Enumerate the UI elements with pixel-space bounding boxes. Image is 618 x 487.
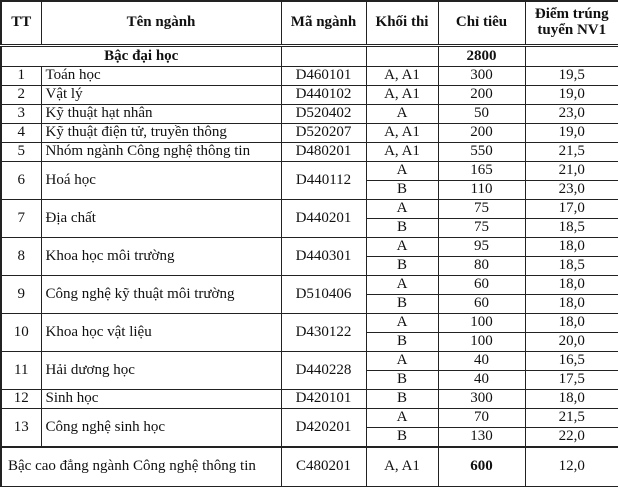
row-name: Nhóm ngành Công nghệ thông tin	[41, 143, 281, 162]
row-quota: 200	[438, 124, 525, 143]
row-score: 19,0	[525, 86, 618, 105]
row-score: 18,0	[525, 238, 618, 257]
row-block: A	[366, 352, 438, 371]
row-quota: 80	[438, 257, 525, 276]
row-score: 20,0	[525, 333, 618, 352]
row-code: D440301	[281, 238, 366, 276]
row-score: 18,5	[525, 219, 618, 238]
row-code: D480201	[281, 143, 366, 162]
university-section-block	[366, 46, 438, 67]
row-block: A, A1	[366, 67, 438, 86]
university-section-label: Bậc đại học	[1, 46, 281, 67]
header-tt: TT	[1, 1, 41, 46]
row-tt: 5	[1, 143, 41, 162]
row-quota: 165	[438, 162, 525, 181]
row-score: 16,5	[525, 352, 618, 371]
row-score: 17,0	[525, 200, 618, 219]
row-name: Toán học	[41, 67, 281, 86]
college-score: 12,0	[525, 447, 618, 487]
row-quota: 300	[438, 67, 525, 86]
row-name: Khoa học môi trường	[41, 238, 281, 276]
row-tt: 4	[1, 124, 41, 143]
row-quota: 550	[438, 143, 525, 162]
row-block: B	[366, 181, 438, 200]
row-tt: 6	[1, 162, 41, 200]
row-score: 18,5	[525, 257, 618, 276]
row-quota: 40	[438, 371, 525, 390]
row-code: D520402	[281, 105, 366, 124]
row-score: 23,0	[525, 181, 618, 200]
college-label: Bậc cao đẳng ngành Công nghệ thông tin	[1, 447, 281, 487]
row-block: A, A1	[366, 86, 438, 105]
table-row	[1, 409, 618, 428]
row-block: A	[366, 409, 438, 428]
table-row	[1, 162, 618, 181]
university-section-code	[281, 46, 366, 67]
row-name: Vật lý	[41, 86, 281, 105]
row-name: Công nghệ sinh học	[41, 409, 281, 448]
row-quota: 130	[438, 428, 525, 448]
row-score: 18,0	[525, 276, 618, 295]
row-block: B	[366, 390, 438, 409]
table-row	[1, 105, 618, 124]
header-score-line1: Điểm trúng	[534, 6, 609, 23]
row-quota: 75	[438, 219, 525, 238]
row-score: 19,5	[525, 67, 618, 86]
row-score: 22,0	[525, 428, 618, 448]
row-tt: 10	[1, 314, 41, 352]
row-code: D520207	[281, 124, 366, 143]
row-quota: 75	[438, 200, 525, 219]
row-code: D420101	[281, 390, 366, 409]
table-row	[1, 276, 618, 295]
table-row	[1, 314, 618, 333]
college-quota: 600	[438, 447, 525, 487]
row-code: D420201	[281, 409, 366, 448]
row-block: A	[366, 314, 438, 333]
row-tt: 1	[1, 67, 41, 86]
row-quota: 100	[438, 333, 525, 352]
table-row	[1, 352, 618, 371]
row-block: A, A1	[366, 124, 438, 143]
row-score: 21,5	[525, 143, 618, 162]
row-quota: 100	[438, 314, 525, 333]
row-quota: 95	[438, 238, 525, 257]
university-section-row	[1, 46, 618, 67]
row-score: 21,5	[525, 409, 618, 428]
college-code: C480201	[281, 447, 366, 487]
row-quota: 300	[438, 390, 525, 409]
header-name: Tên ngành	[41, 1, 281, 46]
row-block: B	[366, 257, 438, 276]
row-score: 21,0	[525, 162, 618, 181]
header-block: Khối thi	[366, 1, 438, 46]
row-name: Khoa học vật liệu	[41, 314, 281, 352]
college-row	[1, 447, 618, 487]
row-block: A	[366, 200, 438, 219]
row-code: D460101	[281, 67, 366, 86]
row-quota: 40	[438, 352, 525, 371]
row-quota: 70	[438, 409, 525, 428]
row-score: 19,0	[525, 124, 618, 143]
row-quota: 60	[438, 295, 525, 314]
row-score: 18,0	[525, 295, 618, 314]
table-row	[1, 67, 618, 86]
university-section-score	[525, 46, 618, 67]
table-row	[1, 86, 618, 105]
row-tt: 12	[1, 390, 41, 409]
row-block: A	[366, 162, 438, 181]
row-block: A, A1	[366, 143, 438, 162]
university-total-quota: 2800	[438, 46, 525, 67]
row-score: 23,0	[525, 105, 618, 124]
row-code: D430122	[281, 314, 366, 352]
row-block: B	[366, 219, 438, 238]
row-code: D440102	[281, 86, 366, 105]
header-code: Mã ngành	[281, 1, 366, 46]
row-score: 17,5	[525, 371, 618, 390]
row-tt: 11	[1, 352, 41, 390]
row-tt: 2	[1, 86, 41, 105]
row-name: Kỹ thuật hạt nhân	[41, 105, 281, 124]
row-score: 18,0	[525, 390, 618, 409]
row-code: D510406	[281, 276, 366, 314]
college-block: A, A1	[366, 447, 438, 487]
row-block: B	[366, 295, 438, 314]
header-row	[1, 1, 618, 46]
row-quota: 110	[438, 181, 525, 200]
row-code: D440112	[281, 162, 366, 200]
row-code: D440228	[281, 352, 366, 390]
table-row	[1, 124, 618, 143]
row-tt: 7	[1, 200, 41, 238]
row-quota: 50	[438, 105, 525, 124]
row-quota: 200	[438, 86, 525, 105]
row-block: B	[366, 428, 438, 448]
row-score: 18,0	[525, 314, 618, 333]
header-score	[525, 1, 618, 46]
header-score-line2: tuyển NV1	[537, 22, 607, 38]
table-row	[1, 238, 618, 257]
row-name: Hải dương học	[41, 352, 281, 390]
header-quota: Chỉ tiêu	[438, 1, 525, 46]
row-name: Công nghệ kỹ thuật môi trường	[41, 276, 281, 314]
row-quota: 60	[438, 276, 525, 295]
row-name: Kỹ thuật điện tử, truyền thông	[41, 124, 281, 143]
row-name: Hoá học	[41, 162, 281, 200]
row-block: A	[366, 238, 438, 257]
row-code: D440201	[281, 200, 366, 238]
row-tt: 3	[1, 105, 41, 124]
row-name: Sinh học	[41, 390, 281, 409]
row-tt: 9	[1, 276, 41, 314]
row-tt: 13	[1, 409, 41, 448]
row-name: Địa chất	[41, 200, 281, 238]
table-row	[1, 143, 618, 162]
row-tt: 8	[1, 238, 41, 276]
row-block: A	[366, 276, 438, 295]
row-block: B	[366, 371, 438, 390]
row-block: A	[366, 105, 438, 124]
row-block: B	[366, 333, 438, 352]
table-row	[1, 390, 618, 409]
table-row	[1, 200, 618, 219]
